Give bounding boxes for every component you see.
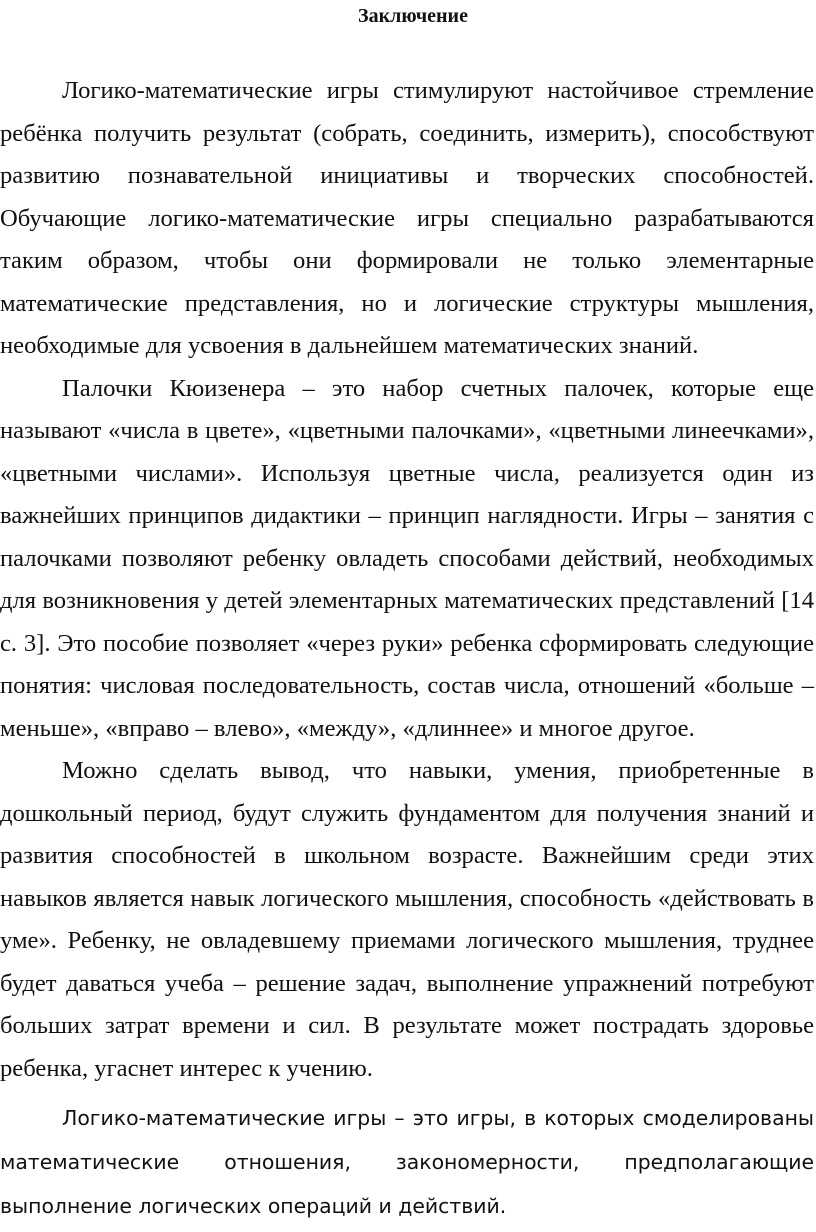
paragraph-cuisenaire: Палочки Кюизенера – это набор счетных палочек, которые еще называют «числа в цвете», «цветными палочками», «цветными линеечками», «цветными числами». Используя цветные числа, реализуется один из важнейших принципов дидактики – принцип наглядности. Игры – занятия с палочками позволяют ребенку овладеть способами действий, необходимых для возникновения у детей элементарных математических представлений [14 с. 3]. Это пособие позволяет «через руки» ребенка сформировать следующие понятия: числовая последовательность, состав числа, отношений «больше – меньше», «вправо – влево», «между», «длиннее» и многое другое.	[0, 374, 814, 742]
paragraph-intro: Логико-математические игры стимулируют настойчивое стремление ребёнка получить результат (собрать, соединить, измерить), способствуют развитию познавательной инициативы и творческих способностей. Обучающие логико-математические игры специально разрабатываются таким образом, чтобы они формировали не только элементарные математические представления, но и логические структуры мышления, необходимые для усвоения в дальнейшем математических знаний.	[0, 77, 814, 359]
page-title: Заключение	[358, 5, 468, 27]
paragraph-conclusion: Можно сделать вывод, что навыки, умения, приобретенные в дошкольный период, будут служить фундаментом для получения знаний и развития способностей в школьном возрасте. Важнейшим среди этих навыков является навык логического мышления, способность «действовать в уме». Ребенку, не овладевшему приемами логического мышления, труднее будет даваться учеба – решение задач, выполнение упражнений потребуют больших затрат времени и сил. В результате может пострадать здоровье ребенка, угаснет интерес к учению.	[0, 757, 814, 1082]
paragraph-definition: Логико-математические игры – это игры, в которых смоделированы математические отношения, закономерности, предполагающие выполнение логических операций и действий.	[0, 1106, 814, 1218]
